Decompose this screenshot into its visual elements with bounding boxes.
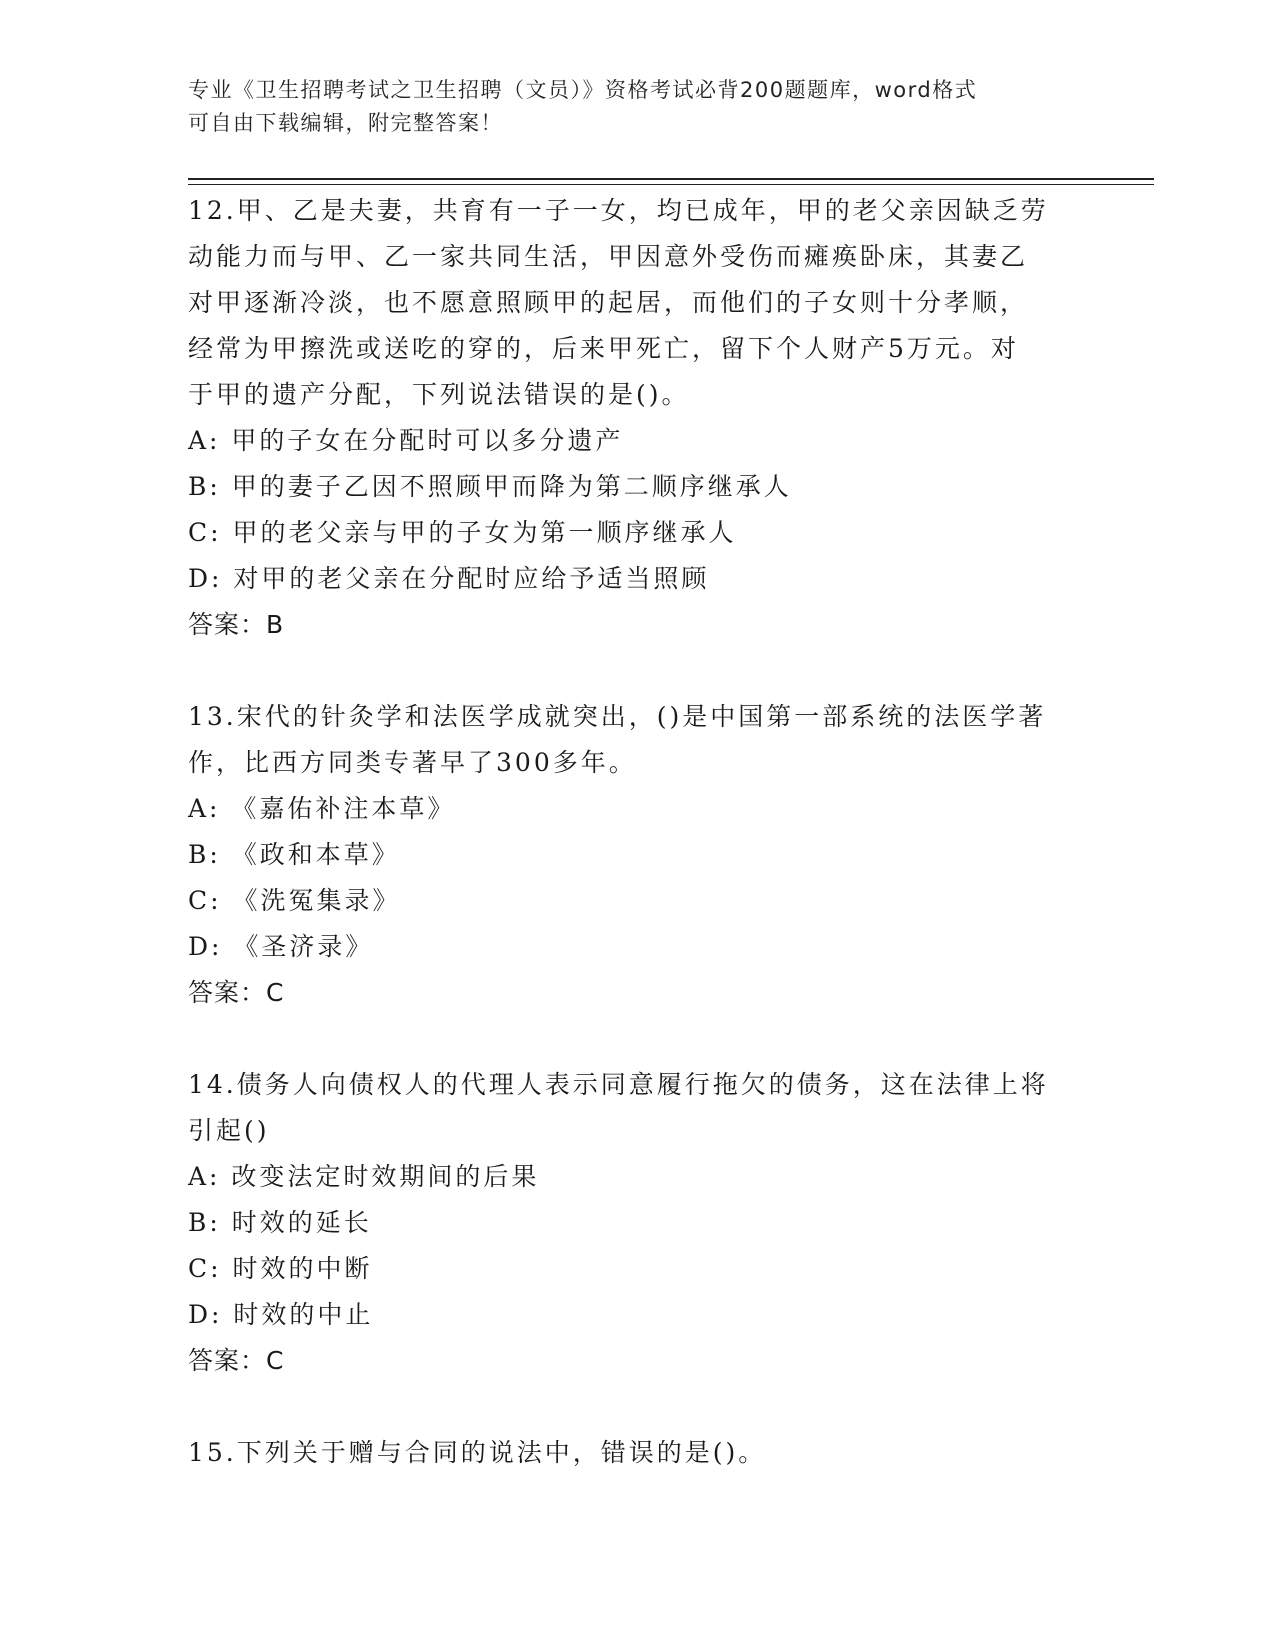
stem-line: 经常为甲擦洗或送吃的穿的，后来甲死亡，留下个人财产5万元。对 (188, 334, 1019, 363)
question-list (188, 188, 1088, 1522)
header-divider-thin (188, 184, 1154, 185)
option-b: B: 时效的延长 (188, 1208, 372, 1237)
option-d: D: 对甲的老父亲在分配时应给予适当照顾 (188, 564, 710, 593)
stem-line: 对甲逐渐冷淡，也不愿意照顾甲的起居，而他们的子女则十分孝顺， (188, 288, 1029, 317)
option-c: C: 甲的老父亲与甲的子女为第一顺序继承人 (188, 518, 737, 547)
question-15 (188, 1430, 1088, 1476)
answer-label: 答案：B (188, 610, 285, 639)
option-c: C: 时效的中断 (188, 1254, 373, 1283)
question-14 (188, 1062, 1088, 1384)
option-b: B: 《政和本草》 (188, 840, 400, 869)
answer-label: 答案：C (188, 978, 285, 1007)
document-header (188, 74, 1068, 140)
option-c: C: 《洗冤集录》 (188, 886, 401, 915)
answer-label: 答案：C (188, 1346, 285, 1375)
option-d: D: 《圣济录》 (188, 932, 374, 961)
question-stem (188, 1430, 1088, 1476)
stem-line: 动能力而与甲、乙一家共同生活，甲因意外受伤而瘫痪卧床，其妻乙 (188, 242, 1029, 271)
stem-line: 引起() (188, 1116, 270, 1145)
stem-line: 15.下列关于赠与合同的说法中，错误的是()。 (188, 1438, 767, 1467)
stem-line: 于甲的遗产分配，下列说法错误的是()。 (188, 380, 690, 409)
stem-line: 14.债务人向债权人的代理人表示同意履行拖欠的债务，这在法律上将 (188, 1070, 1049, 1099)
option-a: A: 改变法定时效期间的后果 (188, 1162, 540, 1191)
option-a: A: 《嘉佑补注本草》 (188, 794, 456, 823)
option-b: B: 甲的妻子乙因不照顾甲而降为第二顺序继承人 (188, 472, 792, 501)
header-line-1: 专业《卫生招聘考试之卫生招聘（文员）》资格考试必背200题题库，word格式 (188, 78, 978, 102)
question-stem (188, 694, 1088, 786)
question-13 (188, 694, 1088, 1016)
option-a: A: 甲的子女在分配时可以多分遗产 (188, 426, 624, 455)
question-stem (188, 1062, 1088, 1154)
question-12 (188, 188, 1088, 648)
header-line-2: 可自由下载编辑，附完整答案！ (188, 111, 503, 135)
header-divider (188, 178, 1154, 180)
stem-line: 12.甲、乙是夫妻，共育有一子一女，均已成年，甲的老父亲因缺乏劳 (188, 196, 1049, 225)
stem-line: 13.宋代的针灸学和法医学成就突出，()是中国第一部系统的法医学著 (188, 702, 1047, 731)
option-d: D: 时效的中止 (188, 1300, 374, 1329)
question-stem (188, 188, 1088, 418)
stem-line: 作，比西方同类专著早了300多年。 (188, 748, 637, 777)
